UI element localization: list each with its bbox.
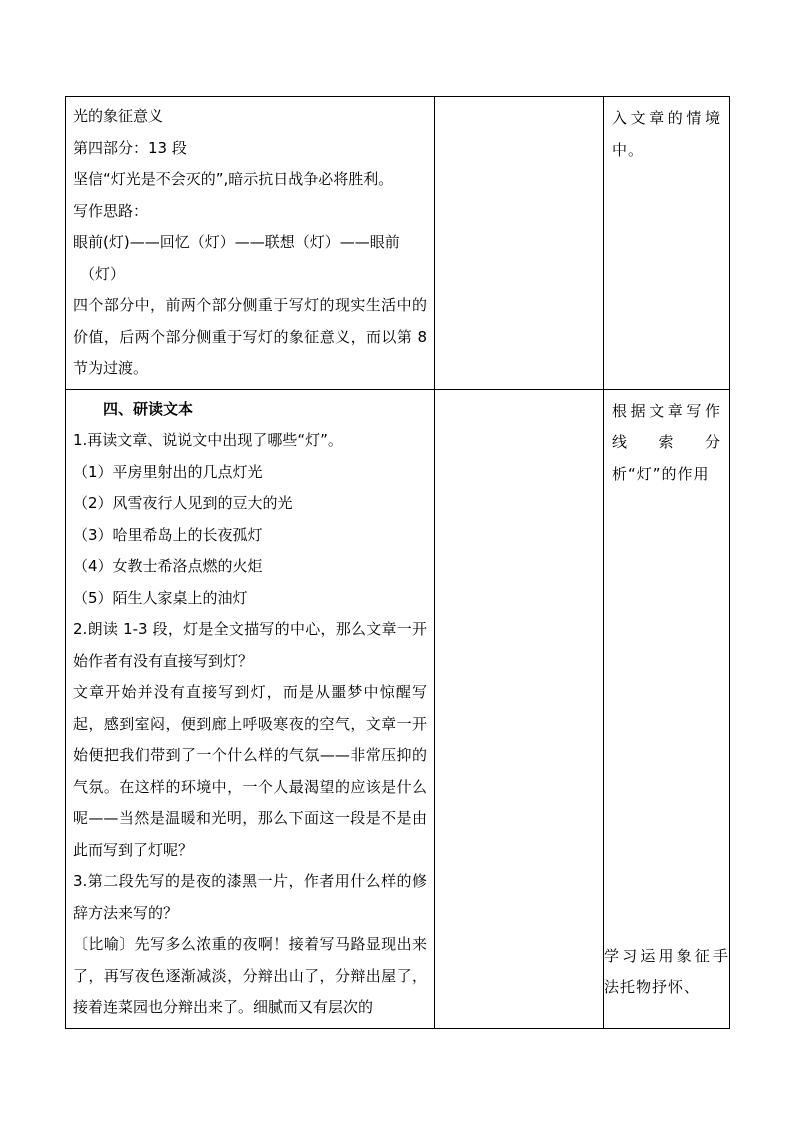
text-line: 光的象征意义 (73, 107, 164, 125)
empty-cell (435, 389, 604, 1028)
note-text: 根据文章写作线索分析“灯”的作用 (612, 401, 721, 483)
note-text: 学习运用象征手法托物抒怀、 (604, 946, 729, 996)
question-2: 2.朗读 1-3 段，灯是全文描写的中心，那么文章一开始作者有没有直接写到灯？ (73, 620, 427, 670)
section-heading: 四、研读文本 (103, 399, 194, 418)
list-item: （2）风雪夜行人见到的豆大的光 (73, 494, 293, 512)
list-item: （5）陌生人家桌上的油灯 (73, 588, 248, 607)
text-line: 第四部分：13 段 (73, 138, 187, 157)
text-line: 写作思路： (73, 201, 149, 220)
list-item: （1）平房里射出的几点灯光 (73, 462, 263, 481)
text-line: 眼前(灯)——回忆（灯）——联想（灯）——眼前 (73, 233, 400, 251)
answer-2: 文章开始并没有直接写到灯，而是从噩梦中惊醒写起，感到室闷，便到廊上呼吸寒夜的空气，文章一开始便把我们带到了一个什么样的气氛——非常压抑的气氛。在这样的环境中，一个人最渴望的应该是什么呢——当然是温暖和光明，那么下面这一段是不是由此而写到了灯呢？ (73, 683, 427, 859)
answer-3: 〔比喻〕先写多么浓重的夜啊！接着写马路显现出来了，再写夜色逐渐减淡，分辩出山了，分辩出屋了，接着连菜园也分辩出来了。细腻而又有层次的 (73, 935, 427, 1016)
table-row (66, 97, 730, 390)
note-cell (604, 389, 730, 1028)
empty-cell (435, 97, 604, 390)
list-item: （3）哈里希岛上的长夜孤灯 (73, 525, 263, 544)
table-row (66, 389, 730, 1028)
text-paragraph: 四个部分中，前两个部分侧重于写灯的现实生活中的价值，后两个部分侧重于写灯的象征意义，而以第 8 节为过渡。 (73, 296, 427, 377)
text-line: （灯） (80, 264, 126, 283)
lesson-plan-table (65, 96, 730, 1029)
note-text: 入文章的情境中。 (612, 109, 721, 159)
list-item: （4）女教士希洛点燃的火炬 (73, 557, 263, 575)
question-3: 3.第二段先写的是夜的漆黑一片，作者用什么样的修辞方法来写的？ (73, 872, 427, 922)
content-cell (66, 389, 435, 1028)
text-line: 坚信“灯光是不会灭的”,暗示抗日战争必将胜利。 (73, 170, 394, 188)
question-1: 1.再读文章、说说文中出现了哪些“灯”。 (73, 431, 343, 449)
note-cell (604, 97, 730, 390)
content-cell (66, 97, 435, 390)
